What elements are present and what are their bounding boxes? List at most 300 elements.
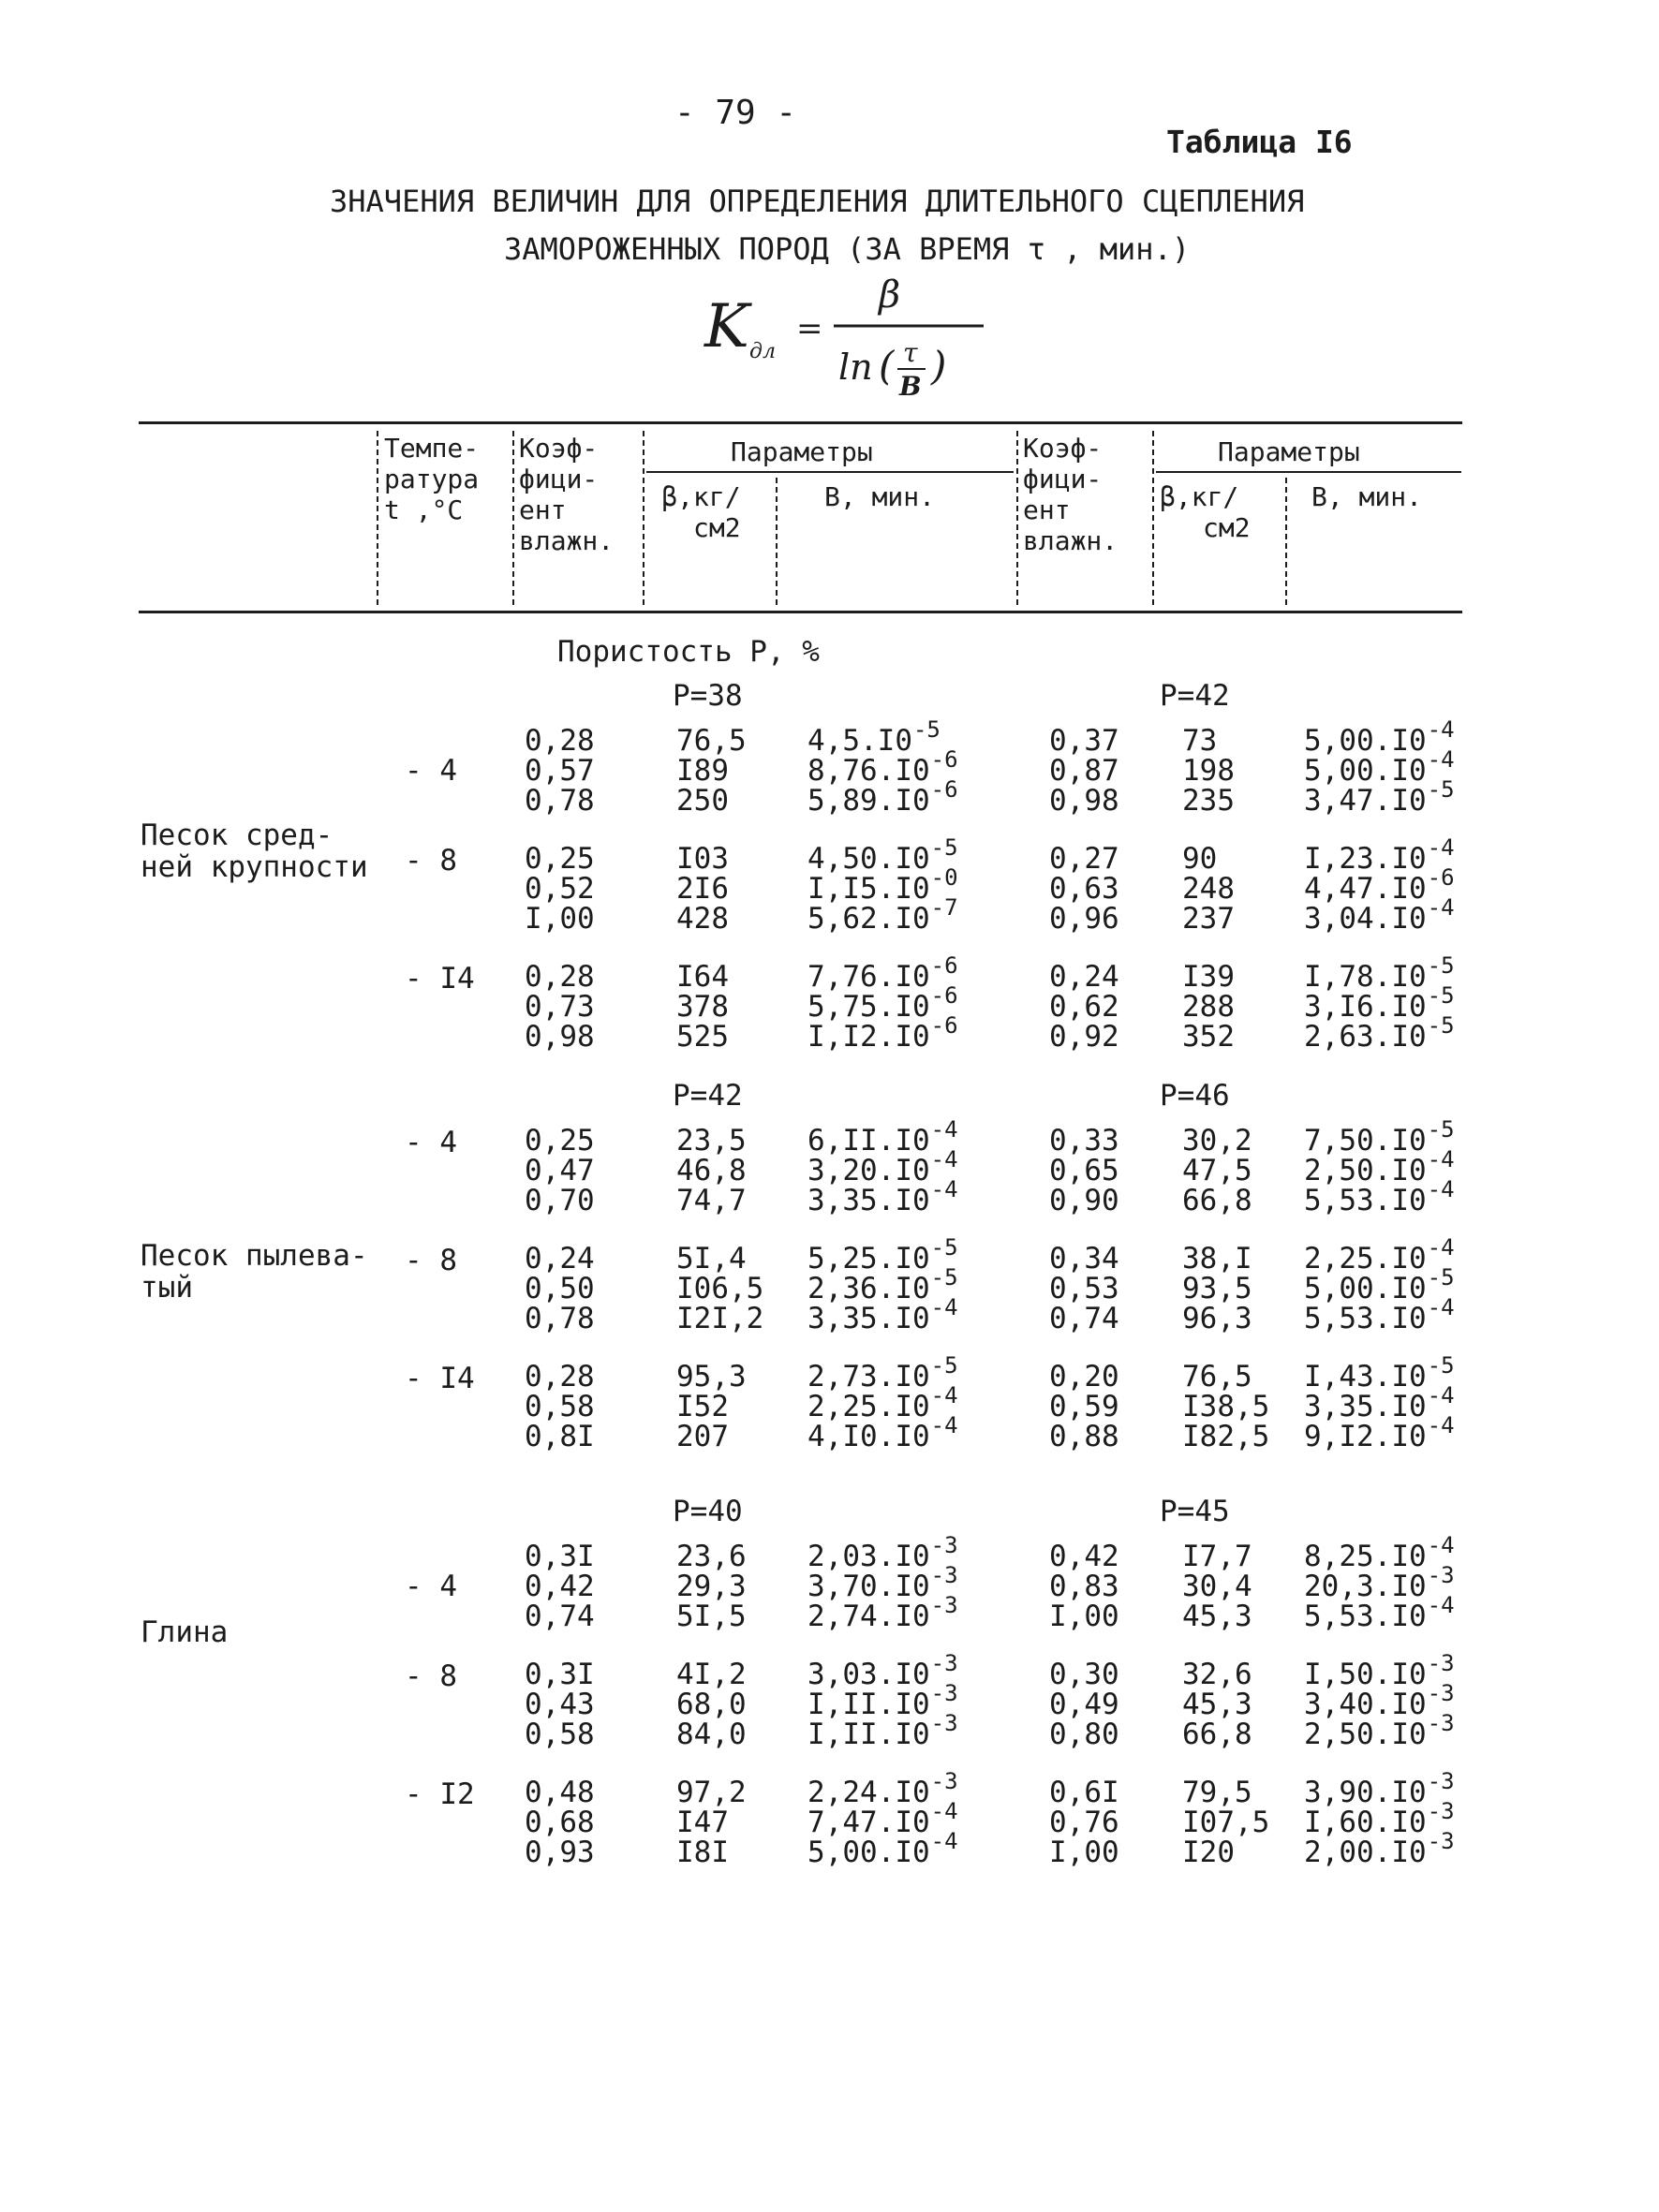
formula-lhs-subscript: дл: [749, 340, 776, 363]
beta-left-value: I8I: [676, 1836, 729, 1869]
b-minutes-left-mantissa: 3,35.I0: [807, 1184, 930, 1217]
temperature-row: [0, 1234, 1659, 1347]
formula-ln: ln: [838, 347, 873, 388]
beta-left-value: 76,5: [676, 724, 747, 758]
moisture-coef-right-value: 0,65: [1049, 1154, 1119, 1187]
b-minutes-right-mantissa: 3,35.I0: [1304, 1390, 1427, 1423]
beta-right-value: 79,5: [1182, 1776, 1252, 1809]
b-minutes-right-exponent: -4: [1427, 894, 1455, 921]
moisture-coef-left-value: 0,58: [525, 1390, 595, 1423]
b-minutes-right-value: [1304, 894, 1455, 936]
b-minutes-right-cell: [1304, 1532, 1455, 1633]
moisture-coef-right-cell: [1049, 1659, 1119, 1749]
b-minutes-left-exponent: -4: [930, 1382, 958, 1408]
b-minutes-left-cell: [807, 1532, 958, 1633]
beta-right-value: 30,4: [1182, 1570, 1252, 1603]
b-minutes-left-value: [807, 1710, 958, 1751]
b-minutes-left-value: [807, 894, 958, 936]
b-minutes-left-value: [807, 776, 958, 818]
page-number: - 79 -: [674, 94, 797, 132]
moisture-coef-left-value: 0,48: [525, 1776, 595, 1809]
b-minutes-right-mantissa: 5,00.I0: [1304, 724, 1427, 758]
b-minutes-right-exponent: -3: [1427, 1562, 1455, 1588]
b-minutes-left-cell: [807, 1116, 958, 1217]
b-minutes-right-mantissa: 2,25.I0: [1304, 1242, 1427, 1276]
b-minutes-left-mantissa: 2,36.I0: [807, 1272, 930, 1305]
beta-left-value: 97,2: [676, 1776, 747, 1809]
beta-left-value: 84,0: [676, 1718, 747, 1751]
header-params-right: Параметры: [1218, 436, 1360, 467]
beta-left-value: 29,3: [676, 1570, 747, 1603]
porosity-label: Пористость Р, %: [557, 635, 820, 669]
b-minutes-left-exponent: -0: [930, 864, 958, 891]
moisture-coef-left-value: 0,25: [525, 842, 595, 876]
b-minutes-left-exponent: -6: [930, 1012, 958, 1039]
beta-left-value: 95,3: [676, 1360, 747, 1394]
b-minutes-left-mantissa: I,I2.I0: [807, 1020, 930, 1054]
temperature-row: [0, 1532, 1659, 1644]
b-minutes-left-exponent: -7: [930, 894, 958, 921]
moisture-coef-right-value: 0,62: [1049, 990, 1119, 1024]
moisture-coef-right-value: 0,20: [1049, 1360, 1119, 1394]
b-minutes-left-exponent: -4: [930, 1412, 958, 1438]
moisture-coef-right-value: 0,74: [1049, 1302, 1119, 1335]
b-minutes-right-mantissa: I,50.I0: [1304, 1658, 1427, 1691]
beta-left-cell: [676, 1541, 747, 1631]
beta-left-cell: [676, 962, 729, 1052]
moisture-coef-right-cell: [1049, 844, 1119, 934]
moisture-coef-right-value: 0,80: [1049, 1718, 1119, 1751]
b-minutes-right-exponent: -4: [1427, 1412, 1455, 1438]
b-minutes-left-exponent: -3: [930, 1562, 958, 1588]
porosity-right: Р=46: [1160, 1079, 1230, 1113]
b-minutes-right-exponent: -5: [1427, 1352, 1455, 1379]
b-minutes-left-mantissa: 8,76.I0: [807, 754, 930, 788]
moisture-coef-right-cell: [1049, 1541, 1119, 1631]
b-minutes-left-value: [807, 1176, 958, 1217]
b-minutes-left-exponent: -5: [930, 1264, 958, 1290]
b-minutes-right-exponent: -4: [1427, 1234, 1455, 1261]
moisture-coef-right-value: 0,87: [1049, 754, 1119, 788]
b-minutes-left-value: [807, 1592, 958, 1633]
moisture-coef-left-value: I,00: [525, 902, 595, 936]
b-minutes-left-exponent: -6: [930, 746, 958, 773]
b-minutes-left-exponent: -4: [930, 1146, 958, 1172]
beta-right-cell: [1182, 1362, 1269, 1452]
b-minutes-right-exponent: -3: [1427, 1680, 1455, 1706]
b-minutes-left-mantissa: 3,20.I0: [807, 1154, 930, 1187]
beta-right-cell: [1182, 726, 1235, 816]
b-minutes-left-mantissa: 2,25.I0: [807, 1390, 930, 1423]
moisture-coef-left-cell: [525, 1126, 595, 1216]
b-minutes-right-mantissa: I,23.I0: [1304, 842, 1427, 876]
moisture-coef-left-value: 0,43: [525, 1688, 595, 1721]
beta-right-value: 30,2: [1182, 1124, 1252, 1158]
beta-left-value: I64: [676, 960, 729, 994]
b-minutes-right-exponent: -4: [1427, 1146, 1455, 1172]
table-title-line-2: ЗАМОРОЖЕННЫХ ПОРОД (ЗА ВРЕМЯ τ , мин.): [504, 231, 1191, 267]
b-minutes-left-exponent: -4: [930, 1798, 958, 1824]
b-minutes-left-mantissa: 4,I0.I0: [807, 1420, 930, 1453]
b-minutes-right-mantissa: 2,50.I0: [1304, 1154, 1427, 1187]
moisture-coef-left-value: 0,74: [525, 1600, 595, 1633]
b-minutes-left-mantissa: 4,50.I0: [807, 842, 930, 876]
b-minutes-left-mantissa: 5,62.I0: [807, 902, 930, 936]
b-minutes-left-mantissa: I,II.I0: [807, 1718, 930, 1751]
moisture-coef-right-value: 0,37: [1049, 724, 1119, 758]
b-minutes-right-exponent: -5: [1427, 982, 1455, 1009]
b-minutes-left-exponent: -3: [930, 1710, 958, 1736]
moisture-coef-left-value: 0,68: [525, 1806, 595, 1839]
beta-left-value: I89: [676, 754, 729, 788]
beta-right-value: I7,7: [1182, 1540, 1252, 1573]
moisture-coef-left-cell: [525, 1362, 595, 1452]
b-minutes-right-value: [1304, 1012, 1455, 1054]
table-top-rule: [139, 421, 1462, 424]
b-minutes-right-exponent: -4: [1427, 1382, 1455, 1408]
moisture-coef-left-value: 0,50: [525, 1272, 595, 1305]
column-divider: [776, 478, 778, 605]
temperature-value: - I2: [405, 1777, 475, 1811]
beta-left-value: 378: [676, 990, 729, 1024]
temperature-value: - 8: [405, 1244, 457, 1277]
column-divider: [512, 431, 514, 605]
beta-right-value: 45,3: [1182, 1688, 1252, 1721]
b-minutes-left-exponent: -6: [930, 982, 958, 1009]
temperature-value: - I4: [405, 962, 475, 995]
cohesion-formula: [703, 272, 1012, 412]
formula-inner-denominator: B: [899, 371, 922, 402]
material-name-line: ней крупности: [141, 850, 368, 884]
header-params-left: Параметры: [731, 436, 873, 467]
beta-right-value: 237: [1182, 902, 1235, 936]
moisture-coef-left-value: 0,78: [525, 1302, 595, 1335]
beta-right-value: 76,5: [1182, 1360, 1252, 1394]
beta-left-value: I47: [676, 1806, 729, 1839]
b-minutes-right-cell: [1304, 1234, 1455, 1335]
moisture-coef-right-value: 0,42: [1049, 1540, 1119, 1573]
b-minutes-right-mantissa: 9,I2.I0: [1304, 1420, 1427, 1453]
b-minutes-right-mantissa: 4,47.I0: [1304, 872, 1427, 906]
b-minutes-left-exponent: -5: [930, 1234, 958, 1261]
b-minutes-right-mantissa: 8,25.I0: [1304, 1540, 1427, 1573]
beta-right-value: I07,5: [1182, 1806, 1270, 1839]
b-minutes-left-exponent: -4: [930, 1828, 958, 1854]
moisture-coef-left-value: 0,28: [525, 1360, 595, 1394]
b-minutes-left-mantissa: 3,03.I0: [807, 1658, 930, 1691]
beta-right-value: 90: [1182, 842, 1218, 876]
b-minutes-right-mantissa: 5,00.I0: [1304, 1272, 1427, 1305]
b-minutes-right-exponent: -5: [1427, 1012, 1455, 1039]
b-minutes-right-mantissa: 3,40.I0: [1304, 1688, 1427, 1721]
b-minutes-left-mantissa: 6,II.I0: [807, 1124, 930, 1158]
beta-right-value: 248: [1182, 872, 1235, 906]
b-minutes-left-cell: [807, 1650, 958, 1751]
b-minutes-right-mantissa: I,43.I0: [1304, 1360, 1427, 1394]
b-minutes-left-exponent: -3: [930, 1768, 958, 1794]
table-title-line-1: ЗНАЧЕНИЯ ВЕЛИЧИН ДЛЯ ОПРЕДЕЛЕНИЯ ДЛИТЕЛЬНОГО СЦЕПЛЕНИЯ: [330, 184, 1305, 219]
b-minutes-left-exponent: -3: [930, 1650, 958, 1676]
material-section-silty-sand: [0, 1079, 1659, 1482]
header-beta-right: β,кг/ см2: [1160, 481, 1251, 543]
moisture-coef-left-cell: [525, 1541, 595, 1631]
moisture-coef-right-value: 0,76: [1049, 1806, 1119, 1839]
b-minutes-right-mantissa: 20,3.I0: [1304, 1570, 1427, 1603]
beta-left-value: 23,5: [676, 1124, 747, 1158]
porosity-left: Р=42: [673, 1079, 743, 1113]
moisture-coef-left-value: 0,28: [525, 960, 595, 994]
beta-left-cell: [676, 1362, 747, 1452]
formula-numerator: β: [879, 273, 901, 317]
beta-right-value: I20: [1182, 1836, 1235, 1869]
b-minutes-right-value: [1304, 776, 1455, 818]
b-minutes-left-value: [807, 1012, 958, 1054]
b-minutes-left-mantissa: 5,25.I0: [807, 1242, 930, 1276]
temperature-row: [0, 1650, 1659, 1762]
b-minutes-left-mantissa: 5,75.I0: [807, 990, 930, 1024]
moisture-coef-left-value: 0,78: [525, 784, 595, 818]
beta-left-value: I06,5: [676, 1272, 764, 1305]
moisture-coef-right-cell: [1049, 1244, 1119, 1334]
b-minutes-left-mantissa: 3,70.I0: [807, 1570, 930, 1603]
moisture-coef-right-value: 0,59: [1049, 1390, 1119, 1423]
temperature-row: [0, 952, 1659, 1065]
beta-right-value: 47,5: [1182, 1154, 1252, 1187]
b-minutes-right-value: [1304, 1176, 1455, 1217]
moisture-coef-right-value: 0,63: [1049, 872, 1119, 906]
moisture-coef-left-value: 0,93: [525, 1836, 595, 1869]
beta-right-cell: [1182, 1777, 1269, 1867]
beta-right-value: 235: [1182, 784, 1235, 818]
beta-right-value: 66,8: [1182, 1718, 1252, 1751]
b-minutes-left-exponent: -6: [930, 952, 958, 979]
b-minutes-left-mantissa: 2,74.I0: [807, 1600, 930, 1633]
material-section-clay: [0, 1495, 1659, 1869]
moisture-coef-right-value: 0,24: [1049, 960, 1119, 994]
porosity-right: Р=45: [1160, 1495, 1230, 1528]
b-minutes-right-mantissa: I,78.I0: [1304, 960, 1427, 994]
beta-left-value: I52: [676, 1390, 729, 1423]
b-minutes-right-cell: [1304, 1352, 1455, 1453]
b-minutes-right-mantissa: 2,50.I0: [1304, 1718, 1427, 1751]
moisture-coef-left-cell: [525, 844, 595, 934]
b-minutes-right-mantissa: 2,63.I0: [1304, 1020, 1427, 1054]
beta-left-value: 68,0: [676, 1688, 747, 1721]
b-minutes-right-cell: [1304, 834, 1455, 936]
temperature-value: - 8: [405, 844, 457, 877]
b-minutes-left-value: [807, 1294, 958, 1335]
b-minutes-right-exponent: -4: [1427, 716, 1455, 743]
beta-right-value: I38,5: [1182, 1390, 1270, 1423]
formula-paren-open: (: [879, 343, 895, 389]
temperature-value: - 4: [405, 754, 457, 788]
beta-left-cell: [676, 726, 747, 816]
b-minutes-right-cell: [1304, 716, 1455, 818]
b-minutes-right-exponent: -4: [1427, 1532, 1455, 1558]
beta-left-value: 5I,4: [676, 1242, 747, 1276]
beta-left-value: 2I6: [676, 872, 729, 906]
column-divider: [1285, 478, 1287, 605]
b-minutes-right-value: [1304, 1710, 1455, 1751]
b-minutes-left-mantissa: 2,03.I0: [807, 1540, 930, 1573]
header-beta-left: β,кг/ см2: [661, 481, 741, 543]
beta-right-value: I39: [1182, 960, 1235, 994]
moisture-coef-right-value: 0,30: [1049, 1658, 1119, 1691]
moisture-coef-right-value: I,00: [1049, 1600, 1119, 1633]
b-minutes-right-cell: [1304, 1768, 1455, 1869]
moisture-coef-left-value: 0,25: [525, 1124, 595, 1158]
moisture-coef-left-value: 0,28: [525, 724, 595, 758]
beta-right-value: 93,5: [1182, 1272, 1252, 1305]
b-minutes-left-cell: [807, 834, 958, 936]
b-minutes-right-exponent: -5: [1427, 1116, 1455, 1143]
b-minutes-left-cell: [807, 1768, 958, 1869]
moisture-coef-left-value: 0,24: [525, 1242, 595, 1276]
material-name-line: Глина: [141, 1615, 229, 1649]
moisture-coef-right-cell: [1049, 726, 1119, 816]
b-minutes-left-cell: [807, 1234, 958, 1335]
b-minutes-right-mantissa: I,60.I0: [1304, 1806, 1427, 1839]
moisture-coef-left-value: 0,42: [525, 1570, 595, 1603]
moisture-coef-left-value: 0,8I: [525, 1420, 595, 1453]
b-minutes-left-mantissa: 5,00.I0: [807, 1836, 930, 1869]
b-minutes-right-mantissa: 3,I6.I0: [1304, 990, 1427, 1024]
beta-right-value: 45,3: [1182, 1600, 1252, 1633]
column-divider: [643, 431, 644, 605]
b-minutes-left-cell: [807, 1352, 958, 1453]
column-divider: [1016, 431, 1018, 605]
params-underline-left: [646, 471, 1014, 473]
b-minutes-left-mantissa: I,II.I0: [807, 1688, 930, 1721]
b-minutes-right-exponent: -3: [1427, 1710, 1455, 1736]
b-minutes-left-exponent: -3: [930, 1532, 958, 1558]
beta-left-value: 250: [676, 784, 729, 818]
b-minutes-left-exponent: -6: [930, 776, 958, 803]
header-temperature: Темпе- ратура t ,°C: [384, 433, 480, 525]
b-minutes-right-exponent: -4: [1427, 746, 1455, 773]
b-minutes-right-mantissa: 3,04.I0: [1304, 902, 1427, 936]
moisture-coef-right-cell: [1049, 962, 1119, 1052]
b-minutes-right-exponent: -6: [1427, 864, 1455, 891]
b-minutes-right-exponent: -5: [1427, 952, 1455, 979]
beta-right-value: 66,8: [1182, 1184, 1252, 1217]
b-minutes-left-mantissa: 3,35.I0: [807, 1302, 930, 1335]
b-minutes-left-mantissa: 5,89.I0: [807, 784, 930, 818]
beta-right-cell: [1182, 844, 1235, 934]
beta-right-value: 32,6: [1182, 1658, 1252, 1691]
porosity-left: Р=38: [673, 679, 743, 713]
moisture-coef-right-value: 0,90: [1049, 1184, 1119, 1217]
b-minutes-left-exponent: -4: [930, 1116, 958, 1143]
formula-equals: =: [796, 310, 823, 347]
b-minutes-right-mantissa: 3,47.I0: [1304, 784, 1427, 818]
moisture-coef-left-cell: [525, 1244, 595, 1334]
moisture-coef-right-value: 0,92: [1049, 1020, 1119, 1054]
b-minutes-right-mantissa: 5,53.I0: [1304, 1600, 1427, 1633]
moisture-coef-left-value: 0,3I: [525, 1658, 595, 1691]
b-minutes-right-mantissa: 5,53.I0: [1304, 1302, 1427, 1335]
b-minutes-left-value: [807, 1828, 958, 1869]
b-minutes-right-mantissa: 2,00.I0: [1304, 1836, 1427, 1869]
b-minutes-right-exponent: -4: [1427, 1294, 1455, 1320]
b-minutes-left-mantissa: I,I5.I0: [807, 872, 930, 906]
header-b-left: В, мин.: [824, 481, 936, 512]
b-minutes-right-cell: [1304, 1650, 1455, 1751]
header-b-right: В, мин.: [1311, 481, 1423, 512]
b-minutes-left-exponent: -4: [930, 1294, 958, 1320]
beta-right-cell: [1182, 1244, 1252, 1334]
material-name-line: Песок сред-: [141, 818, 333, 852]
moisture-coef-left-value: 0,73: [525, 990, 595, 1024]
b-minutes-right-cell: [1304, 1116, 1455, 1217]
moisture-coef-left-cell: [525, 962, 595, 1052]
beta-left-cell: [676, 1244, 763, 1334]
b-minutes-right-exponent: -5: [1427, 776, 1455, 803]
b-minutes-right-exponent: -3: [1427, 1650, 1455, 1676]
beta-left-cell: [676, 844, 729, 934]
beta-right-value: 96,3: [1182, 1302, 1252, 1335]
beta-right-value: I82,5: [1182, 1420, 1270, 1453]
temperature-row: [0, 1116, 1659, 1229]
moisture-coef-right-value: 0,83: [1049, 1570, 1119, 1603]
beta-right-cell: [1182, 962, 1235, 1052]
b-minutes-left-mantissa: 4,5.I0: [807, 724, 912, 758]
column-divider: [377, 431, 378, 605]
temperature-row: [0, 716, 1659, 829]
beta-right-cell: [1182, 1126, 1252, 1216]
b-minutes-left-exponent: -4: [930, 1176, 958, 1202]
beta-left-value: 428: [676, 902, 729, 936]
b-minutes-right-exponent: -3: [1427, 1828, 1455, 1854]
b-minutes-left-exponent: -5: [930, 1352, 958, 1379]
formula-lhs: K: [704, 292, 749, 361]
b-minutes-right-mantissa: 5,53.I0: [1304, 1184, 1427, 1217]
moisture-coef-right-value: 0,33: [1049, 1124, 1119, 1158]
moisture-coef-right-cell: [1049, 1362, 1119, 1452]
temperature-value: - I4: [405, 1362, 475, 1395]
beta-right-cell: [1182, 1541, 1252, 1631]
b-minutes-left-exponent: -3: [930, 1592, 958, 1618]
header-moisture-coef-right: Коэф- фици- ент влажн.: [1023, 433, 1118, 556]
moisture-coef-left-value: 0,3I: [525, 1540, 595, 1573]
b-minutes-left-value: [807, 1412, 958, 1453]
beta-right-value: 198: [1182, 754, 1235, 788]
beta-left-value: 5I,5: [676, 1600, 747, 1633]
b-minutes-right-exponent: -4: [1427, 1592, 1455, 1618]
porosity-left: Р=40: [673, 1495, 743, 1528]
b-minutes-right-value: [1304, 1592, 1455, 1633]
moisture-coef-right-value: 0,6I: [1049, 1776, 1119, 1809]
beta-left-value: 46,8: [676, 1154, 747, 1187]
table-label: Таблица I6: [1166, 124, 1353, 160]
beta-left-cell: [676, 1126, 747, 1216]
moisture-coef-right-cell: [1049, 1126, 1119, 1216]
beta-left-value: 74,7: [676, 1184, 747, 1217]
moisture-coef-left-value: 0,52: [525, 872, 595, 906]
beta-right-value: 288: [1182, 990, 1235, 1024]
temperature-value: - 4: [405, 1126, 457, 1159]
beta-right-value: 73: [1182, 724, 1218, 758]
moisture-coef-left-value: 0,57: [525, 754, 595, 788]
b-minutes-right-exponent: -3: [1427, 1768, 1455, 1794]
moisture-coef-right-value: 0,49: [1049, 1688, 1119, 1721]
beta-left-value: 207: [676, 1420, 729, 1453]
b-minutes-right-exponent: -3: [1427, 1798, 1455, 1824]
beta-left-cell: [676, 1659, 747, 1749]
moisture-coef-right-value: 0,96: [1049, 902, 1119, 936]
b-minutes-left-mantissa: 7,76.I0: [807, 960, 930, 994]
moisture-coef-right-value: 0,53: [1049, 1272, 1119, 1305]
